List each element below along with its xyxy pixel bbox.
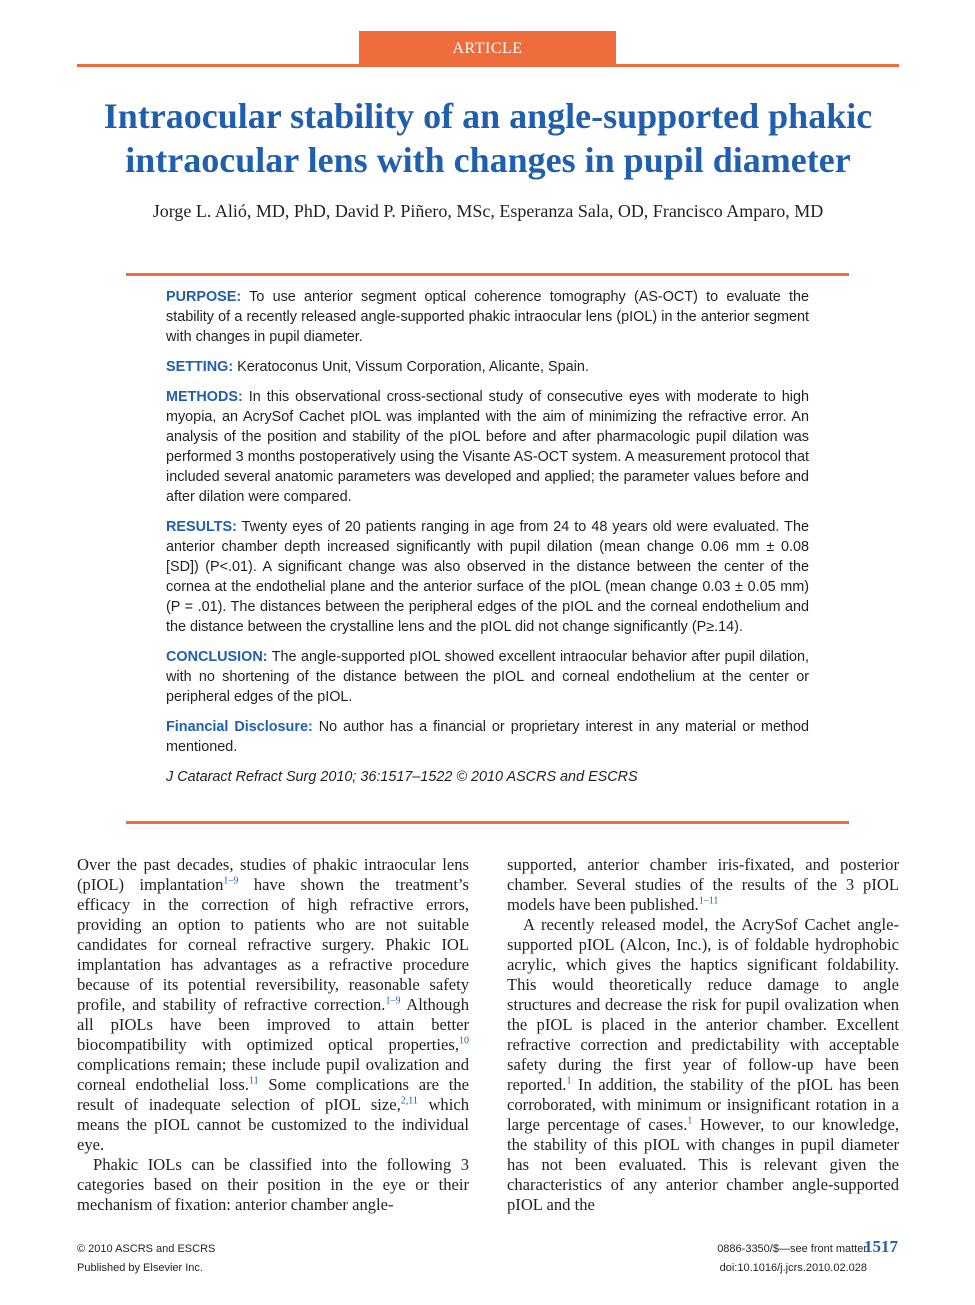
setting-label: SETTING:: [166, 359, 234, 375]
page-number: 1517: [864, 1237, 898, 1256]
abstract: [166, 287, 809, 797]
body-text: which means the pIOL cannot be customized to the individual eye.: [77, 1095, 469, 1154]
reference-link[interactable]: 1: [566, 1075, 572, 1087]
author-list: Jorge L. Alió, MD, PhD, David P. Piñero, MSc, Esperanza Sala, OD, Francisco Amparo, MD: [152, 201, 824, 221]
reference-link[interactable]: 11: [249, 1075, 259, 1087]
conclusion-text: The angle-supported pIOL showed excellent intraocular behavior after pupil dilation, with no shortening of the distance between the pIOL and corneal endothelium at the center or peripheral edges of the pIOL.: [166, 649, 809, 705]
methods-label: METHODS:: [166, 389, 243, 405]
body-text: Some complications are the result of inadequate selection of pIOL size,: [77, 1075, 469, 1114]
disclosure-text: No author has a financial or proprietary interest in any material or method mentioned.: [166, 719, 810, 755]
body-text: Although all pIOLs have been improved to attain better biocompatibility with optimized optical properties,: [77, 995, 469, 1054]
body-paragraph: Phakic IOLs can be classified into the following 3 categories based on their position in the eye or their mechanism of fixation: anterior chamber angle-: [77, 1155, 469, 1214]
footer-doi[interactable]: doi:10.1016/j.jcrs.2010.02.028: [719, 1262, 867, 1274]
purpose-label: PURPOSE:: [166, 289, 242, 305]
results-text: Twenty eyes of 20 patients ranging in age from 24 to 48 years old were evaluated. The anterior chamber depth increased significantly with pupil dilation (mean change 0.06 mm ± 0.08 [SD]) (P<.01). A significant change was also observed in the distance between the center of the cornea at the endothelial plane and the anterior surface of the pIOL (mean change 0.03 ± 0.05 mm) (P = .01). The distances between the peripheral edges of the pIOL and the corneal endothelium and the distance between the crystalline lens and the pIOL did not change significantly (P≥.14).: [166, 519, 809, 635]
results-label: RESULTS:: [166, 519, 237, 535]
body-paragraph: [77, 855, 469, 1155]
footer-issn: 0886-3350/$—see front matter: [717, 1243, 867, 1255]
header-divider: [77, 64, 899, 67]
footer-publisher: Published by Elsevier Inc.: [77, 1262, 203, 1274]
abstract-methods: [166, 387, 809, 507]
purpose-text: To use anterior segment optical coherence tomography (AS-OCT) to evaluate the stability of a recently released angle-supported phakic intraocular lens (pIOL) in the anterior segment with changes in pupil diameter.: [166, 289, 809, 345]
disclosure-label: Financial Disclosure:: [166, 719, 313, 735]
journal-citation: J Cataract Refract Surg 2010; 36:1517–1522 © 2010 ASCRS and ESCRS: [166, 769, 638, 785]
body-column-right: [507, 855, 899, 1215]
reference-link[interactable]: 1–9: [223, 875, 239, 887]
body-text: complications remain; these include pupil ovalization and corneal endothelial loss.: [77, 1055, 469, 1094]
abstract-top-rule: [126, 273, 849, 276]
body-text: A recently released model, the AcrySof Cachet angle-supported pIOL (Alcon, Inc.), is of foldable hydrophobic acrylic, which gives the haptics significant foldability. This would theoretically reduce damage to angle structures and decrease the risk for pupil ovalization when the pIOL is placed in the anterior chamber. Excellent refractive correction and predictability with acceptable safety during the first year of follow-up have been reported.: [507, 915, 899, 1094]
body-text: However, to our knowledge, the stability of this pIOL with changes in pupil diameter has not been evaluated. This is relevant given the characteristics of any anterior chamber angle-supported pIOL and the: [507, 1115, 899, 1214]
abstract-disclosure: [166, 717, 809, 757]
methods-text: In this observational cross-sectional study of consecutive eyes with moderate to high myopia, an AcrySof Cachet pIOL was implanted with the aim of minimizing the refractive error. An analysis of the position and stability of the pIOL before and after pharmacologic pupil dilation was performed 3 months postoperatively using the Visante AS-OCT system. A measurement protocol that included several anatomic parameters was developed and applied; the parameter values before and after dilation were compared.: [166, 389, 810, 505]
abstract-purpose: [166, 287, 809, 347]
abstract-setting: [166, 357, 809, 377]
setting-text: Keratoconus Unit, Vissum Corporation, Alicante, Spain.: [237, 359, 589, 375]
reference-link[interactable]: 10: [459, 1035, 469, 1047]
article-type-tag: ARTICLE: [359, 31, 616, 65]
abstract-results: [166, 517, 809, 637]
body-column-left: [77, 855, 469, 1215]
body-text: Over the past decades, studies of phakic intraocular lens (pIOL) implantation: [77, 855, 469, 894]
abstract-bottom-rule: [126, 821, 849, 824]
abstract-conclusion: [166, 647, 809, 707]
body-text: have shown the treatment’s efficacy in the correction of high refractive errors, providing an option to patients who are not suitable candidates for corneal refractive surgery. Phakic IOL implantation has advantages as a refractive procedure because of its potential reversibility, reasonable safety profile, and stability of refractive correction.: [77, 875, 469, 1014]
reference-link[interactable]: 1–9: [385, 995, 401, 1007]
body-text: In addition, the stability of the pIOL has been corroborated, with minimum or insignificant rotation in a large percentage of cases.: [507, 1075, 899, 1134]
conclusion-label: CONCLUSION:: [166, 649, 268, 665]
reference-link[interactable]: 2,11: [400, 1095, 418, 1107]
reference-link[interactable]: 1: [687, 1115, 693, 1127]
footer-copyright: © 2010 ASCRS and ESCRS: [77, 1243, 216, 1255]
reference-link[interactable]: 1–11: [698, 895, 719, 907]
article-title: Intraocular stability of an angle-supported phakic intraocular lens with changes in pupil diameter: [103, 96, 873, 180]
body-paragraph: [507, 855, 899, 915]
body-text: supported, anterior chamber iris-fixated, and posterior chamber. Several studies of the results of the 3 pIOL models have been published.: [507, 855, 899, 914]
body-paragraph: [507, 915, 899, 1215]
